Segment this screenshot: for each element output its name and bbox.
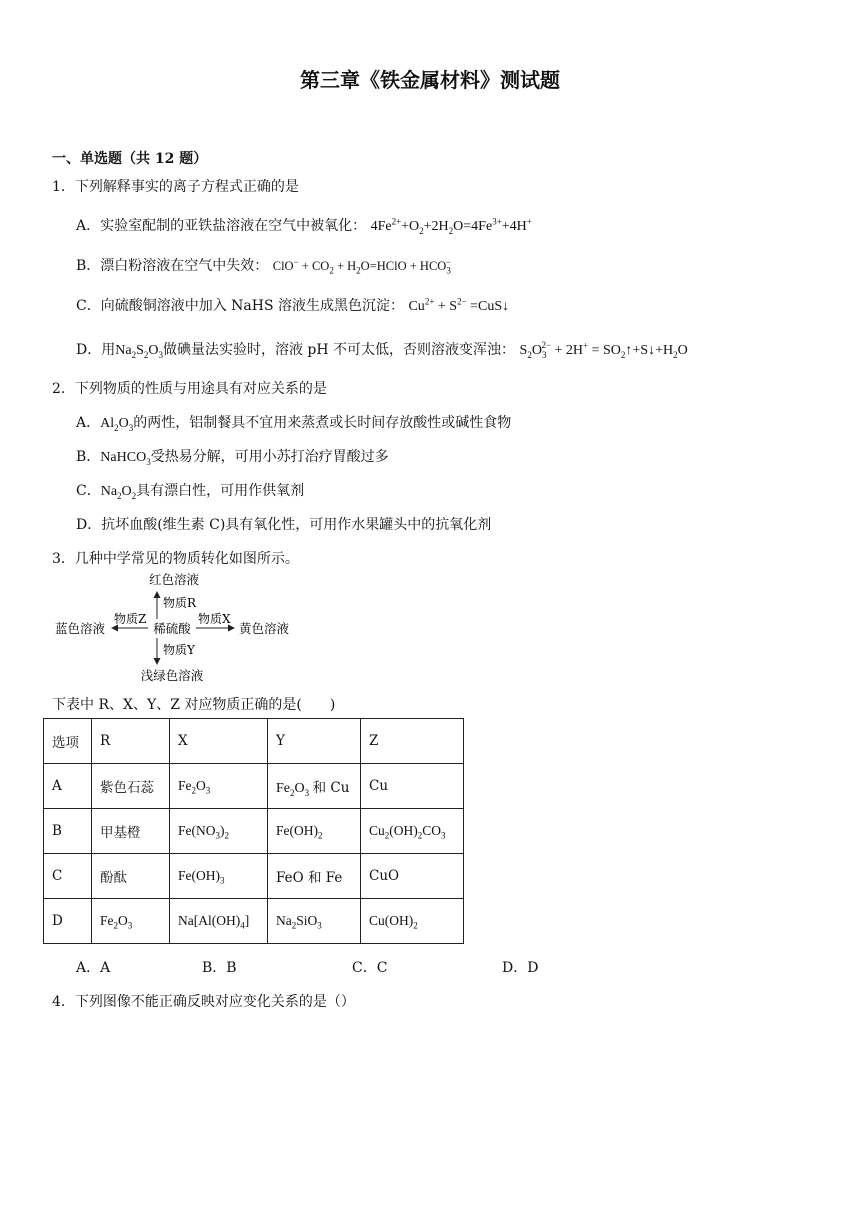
question-1-option-c: C．向硫酸铜溶液中加入 NaHS 溶液生成黑色沉淀： $Cu^{2+} + S^{2-}$ =CuS↓ xyxy=(76,296,510,314)
question-3-choice-b: B．B xyxy=(202,960,237,976)
diagram-bottom-node: 浅绿色溶液 xyxy=(140,668,204,683)
table-cell: D xyxy=(44,899,92,944)
table-cell: 甲基橙 xyxy=(92,809,170,854)
table-cell: $Fe_2O_3$ xyxy=(92,899,170,944)
question-3-choice-a: A．A xyxy=(76,960,111,976)
equation-b: $ClO^- + CO_2$ + $H_2O=HClO + HCO_3^-$ xyxy=(272,256,451,276)
diagram-label-r: 物质R xyxy=(163,596,197,610)
table-cell: $Na[Al(OH)_4]$ xyxy=(170,899,268,944)
conversion-diagram xyxy=(50,570,310,685)
answer-table xyxy=(43,718,464,944)
question-1-stem: 1．下列解释事实的离子方程式正确的是 xyxy=(52,179,299,195)
table-header-cell: X xyxy=(170,719,268,764)
table-cell: FeO 和 Fe xyxy=(268,854,361,899)
table-cell: B xyxy=(44,809,92,854)
table-cell: C xyxy=(44,854,92,899)
table-header-row xyxy=(44,719,464,764)
table-row xyxy=(44,899,464,944)
table-cell: CuO xyxy=(361,854,464,899)
table-header-cell: Y xyxy=(268,719,361,764)
table-cell: $Fe_2O_3$ 和 Cu xyxy=(268,764,361,809)
table-cell: $Fe(OH)_3$ xyxy=(170,854,268,899)
diagram-top-node: 红色溶液 xyxy=(148,572,200,587)
table-row xyxy=(44,809,464,854)
table-cell: Cu xyxy=(361,764,464,809)
question-4-stem: 4．下列图像不能正确反映对应变化关系的是（） xyxy=(52,994,355,1010)
question-3-choice-c: C．C xyxy=(352,960,388,976)
question-1-option-a: A．实验室配制的亚铁盐溶液在空气中被氧化： $4Fe^{2+}+O_2+2H_2O=4Fe^{3+}+4H^+$ xyxy=(76,216,532,236)
question-1-option-b: B．漂白粉溶液在空气中失效： $ClO^- + CO_2$ + $H_2O=HClO + HCO_3^-$ xyxy=(76,256,451,276)
table-cell: $Fe_2O_3$ xyxy=(170,764,268,809)
table-intro: 下表中 R、X、Y、Z 对应物质正确的是( ) xyxy=(52,697,336,713)
formula-na2s2o3: $Na_2S_2O_3$ xyxy=(115,343,163,360)
question-3-choice-d: D．D xyxy=(502,960,539,976)
table-cell: 酚酞 xyxy=(92,854,170,899)
table-cell: 紫色石蕊 xyxy=(92,764,170,809)
table-row xyxy=(44,854,464,899)
table-header-cell: 选项 xyxy=(44,719,92,764)
equation-d: $S_2O_3^{2-} + 2H^+$ = $SO_2↑+S↓+H_2O$ xyxy=(519,340,688,360)
question-2-option-a: A．$Al_2O_3$的两性，铝制餐具不宜用来蒸煮或长时间存放酸性或碱性食物 xyxy=(76,415,512,433)
diagram-label-x: 物质X xyxy=(198,612,231,626)
table-cell: $Cu_2(OH)_2CO_3$ xyxy=(361,809,464,854)
question-2-option-c: C．$Na_2O_2$具有漂白性，可用作供氧剂 xyxy=(76,483,305,501)
table-cell: $Cu(OH)_2$ xyxy=(361,899,464,944)
table-cell: A xyxy=(44,764,92,809)
question-3-stem: 3．几种中学常见的物质转化如图所示。 xyxy=(52,551,299,567)
section-heading: 一、单选题（共 12 题） xyxy=(52,151,208,167)
table-row xyxy=(44,764,464,809)
question-2-option-d: D．抗坏血酸(维生素 C)具有氧化性，可用作水果罐头中的抗氧化剂 xyxy=(76,517,492,533)
page-title: 第三章《铁金属材料》测试题 xyxy=(300,68,560,92)
diagram-left-node: 蓝色溶液 xyxy=(54,621,106,636)
equation-c: $Cu^{2+} + S^{2-}$ =CuS↓ xyxy=(408,296,510,314)
question-2-stem: 2．下列物质的性质与用途具有对应关系的是 xyxy=(52,381,327,397)
table-cell: $Fe(OH)_2$ xyxy=(268,809,361,854)
table-header-cell: Z xyxy=(361,719,464,764)
question-1-option-d: D．用$Na_2S_2O_3$做碘量法实验时，溶液 pH 不可太低，否则溶液变浑浊： $S_2O_3^{2-} + 2H^+$ = $SO_2↑+S↓+H_2O$ xyxy=(76,340,688,360)
diagram-label-z: 物质Z xyxy=(114,612,147,626)
equation-a: $4Fe^{2+}+O_2+2H_2O=4Fe^{3+}+4H^+$ xyxy=(370,216,532,236)
table-cell: $Fe(NO_3)_2$ xyxy=(170,809,268,854)
diagram-label-y: 物质Y xyxy=(163,643,195,657)
question-2-option-b: B．NaHCO$_3$受热易分解，可用小苏打治疗胃酸过多 xyxy=(76,449,389,467)
diagram-right-node: 黄色溶液 xyxy=(238,621,290,636)
table-cell: $Na_2SiO_3$ xyxy=(268,899,361,944)
table-header-cell: R xyxy=(92,719,170,764)
diagram-center-node: 稀硫酸 xyxy=(153,621,191,636)
